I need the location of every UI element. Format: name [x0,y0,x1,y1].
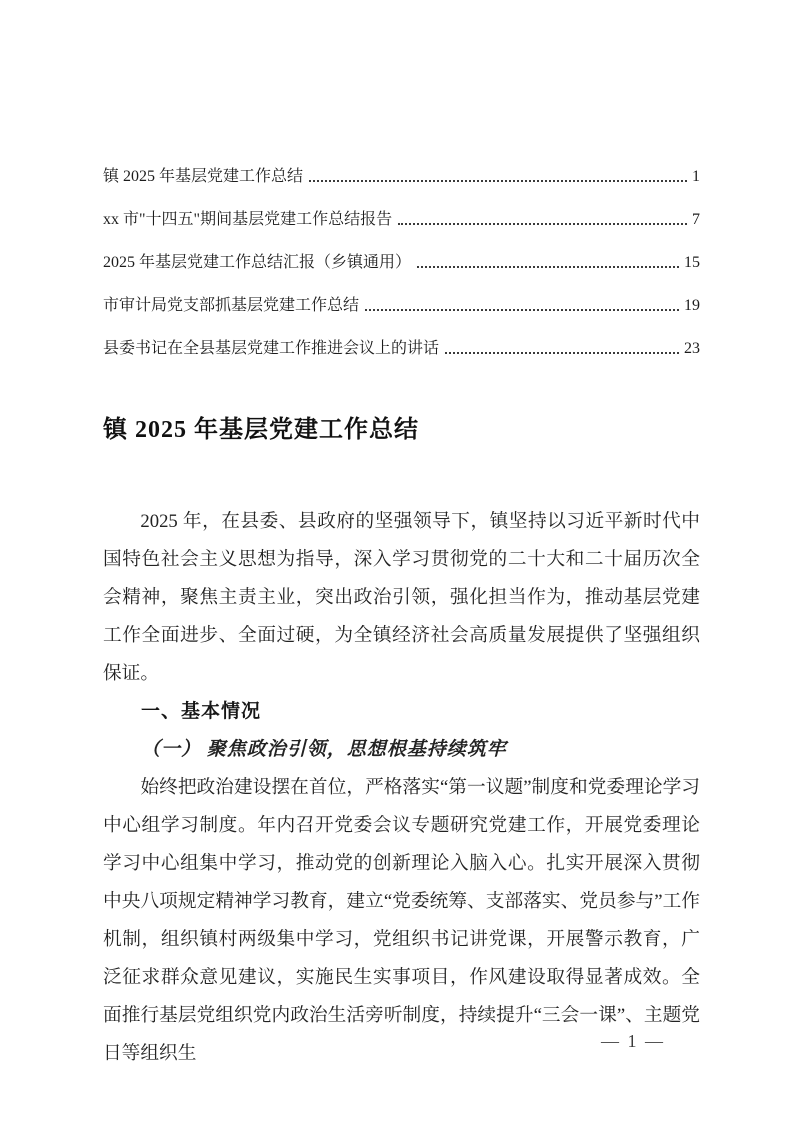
toc-entry[interactable] [103,236,700,279]
toc-entry-title[interactable]: 2025 年基层党建工作总结汇报（乡镇通用） [103,253,412,271]
section-1-heading: 一、基本情况 [141,701,262,722]
document-title: 镇 2025 年基层党建工作总结 [103,417,419,443]
toc-entry-page-number: 1 [692,167,700,185]
toc-leader-dots [417,266,679,268]
toc-entry[interactable] [103,193,700,236]
toc-entry[interactable] [103,150,700,193]
toc-entry-page-number: 15 [684,253,700,271]
toc-entry[interactable] [103,322,700,365]
toc-leader-dots [445,352,679,354]
intro-paragraph: 2025 年，在县委、县政府的坚强领导下，镇坚持以习近平新时代中国特色社会主义思想为指导，深入学习贯彻党的二十大和二十届历次全会精神，聚焦主责主业，突出政治引领，强化担当作为，推动基层党建工作全面进步、全面过硬，为全镇经济社会高质量发展提供了坚强组织保证。 [103,511,700,684]
section-1-1-paragraph: 始终把政治建设摆在首位，严格落实“第一议题”制度和党委理论学习中心组学习制度。年内召开党委会议专题研究党建工作，开展党委理论学习中心组集中学习，推动党的创新理论入脑入心。扎实开展深入贯彻中央八项规定精神学习教育，建立“党委统筹、支部落实、党员参与”工作机制，组织镇村两级集中学习，党组织书记讲党课，开展警示教育，广泛征求群众意见建议，实施民生实事项目，作风建设取得显著成效。全面推行基层党组织党内政治生活旁听制度，持续提升“三会一课”、主题党日等组织生 [103,777,700,1064]
page-number-footer: — 1 — [601,1031,665,1051]
toc-entry-title[interactable]: xx 市"十四五"期间基层党建工作总结报告 [103,210,393,228]
toc-leader-dots [309,180,687,182]
toc-entry-title[interactable]: 市审计局党支部抓基层党建工作总结 [103,296,360,314]
toc-entry-page-number: 23 [684,339,700,357]
toc-entry-title[interactable]: 县委书记在全县基层党建工作推进会议上的讲话 [103,339,440,357]
toc-entry[interactable] [103,279,700,322]
toc-leader-dots [365,309,679,311]
toc-entry-page-number: 7 [692,210,700,228]
toc-leader-dots [398,223,687,225]
table-of-contents [103,150,700,365]
toc-entry-title[interactable]: 镇 2025 年基层党建工作总结 [103,167,304,185]
toc-entry-page-number: 19 [684,296,700,314]
section-1-1-heading: （一） 聚焦政治引领，思想根基持续筑牢 [141,739,507,760]
